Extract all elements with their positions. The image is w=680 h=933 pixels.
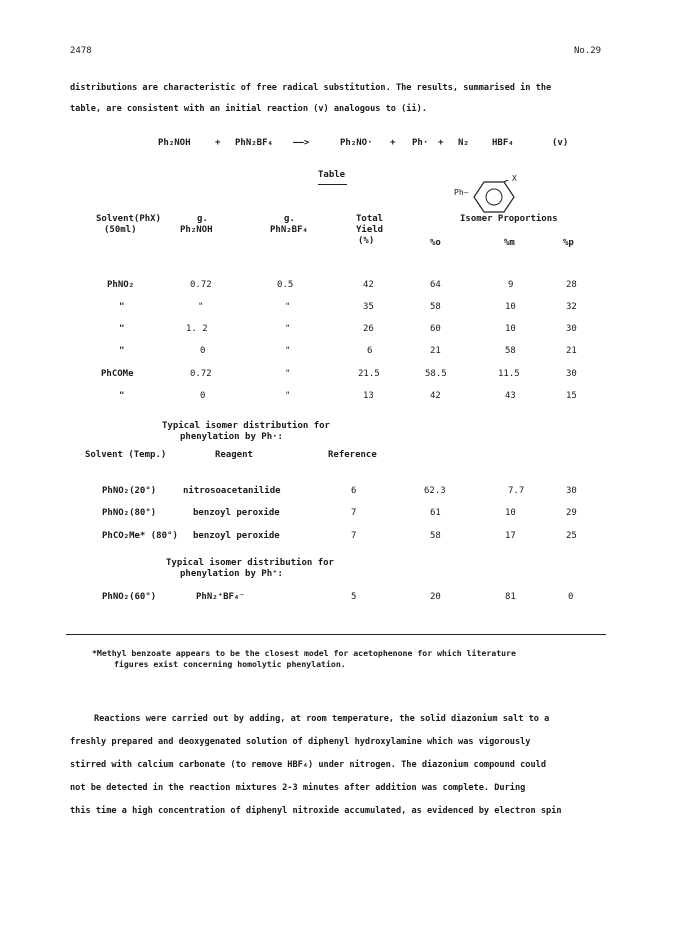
cell-yield: 42 bbox=[363, 280, 374, 290]
cell-meta: 17 bbox=[505, 531, 516, 541]
cell-solvent: PhNO₂ bbox=[107, 280, 135, 290]
cell-para: 28 bbox=[566, 280, 577, 290]
header-para: %p bbox=[563, 238, 574, 248]
footnote-line: figures exist concerning homolytic phenylation. bbox=[114, 659, 346, 669]
header-isomer-proportions: Isomer Proportions bbox=[460, 214, 558, 224]
cell-para: 32 bbox=[566, 302, 577, 312]
cell-meta: 11.5 bbox=[498, 369, 520, 379]
cell-para: 30 bbox=[566, 486, 577, 496]
cell-para: 29 bbox=[566, 508, 577, 518]
cell-yield: 35 bbox=[363, 302, 374, 312]
cell-ortho: 64 bbox=[430, 280, 441, 290]
eq-plus: + bbox=[438, 138, 444, 148]
cell-reagent: benzoyl peroxide bbox=[193, 531, 280, 541]
cell-solvent: PhNO₂(20°) bbox=[102, 486, 157, 496]
cell-meta: 43 bbox=[505, 391, 516, 401]
cell-ortho: 62.3 bbox=[424, 486, 446, 496]
cell-reference: 5 bbox=[351, 592, 357, 602]
cell-para: 30 bbox=[566, 324, 577, 334]
header-solvent: Solvent(PhX) bbox=[96, 214, 162, 224]
col-reagent: Reagent bbox=[215, 450, 253, 460]
eq-plus: + bbox=[215, 138, 221, 148]
body-line: freshly prepared and deoxygenated solution of diphenyl hydroxylamine which was vigorously bbox=[70, 737, 531, 747]
header-ortho: %o bbox=[430, 238, 441, 248]
substituted-benzene-structure bbox=[448, 174, 548, 216]
cell-meta: 9 bbox=[508, 280, 514, 290]
journal-issue: No.29 bbox=[574, 46, 602, 56]
cell-yield: 13 bbox=[363, 391, 374, 401]
cell-g2: " bbox=[285, 391, 291, 401]
typical-radical-caption: phenylation by Ph·: bbox=[180, 432, 283, 442]
cell-meta: 81 bbox=[505, 592, 516, 602]
body-line: this time a high concentration of diphenyl nitroxide accumulated, as evidenced by electron spin bbox=[70, 806, 562, 816]
header-yield: Yield bbox=[356, 225, 384, 235]
cell-meta: 10 bbox=[505, 302, 516, 312]
header-total: Total bbox=[356, 214, 384, 224]
cell-yield: 26 bbox=[363, 324, 374, 334]
cell-reagent: nitrosoacetanilide bbox=[183, 486, 281, 496]
benzene-ring-icon bbox=[472, 180, 516, 214]
cell-ortho: 58.5 bbox=[425, 369, 447, 379]
cell-meta: 7.7 bbox=[508, 486, 525, 496]
cell-meta: 10 bbox=[505, 324, 516, 334]
cell-para: 30 bbox=[566, 369, 577, 379]
cell-g1: 0.72 bbox=[190, 280, 212, 290]
cell-g1: 0 bbox=[200, 391, 206, 401]
header-hydroxylamine: Ph₂NOH bbox=[180, 225, 213, 235]
eq-product-4: HBF₄ bbox=[492, 138, 514, 148]
cell-solvent: " bbox=[119, 324, 125, 334]
cell-ortho: 60 bbox=[430, 324, 441, 334]
eq-product-3: N₂ bbox=[458, 138, 469, 148]
cell-yield: 21.5 bbox=[358, 369, 380, 379]
cell-g2: " bbox=[285, 324, 291, 334]
body-line: not be detected in the reaction mixtures 2-3 minutes after addition was complete. During bbox=[70, 783, 526, 793]
header-meta: %m bbox=[504, 238, 515, 248]
col-reference: Reference bbox=[328, 450, 377, 460]
footnote-line: *Methyl benzoate appears to be the closest model for acetophenone for which literature bbox=[92, 648, 516, 658]
cell-solvent: PhNO₂(60°) bbox=[102, 592, 157, 602]
cell-ortho: 61 bbox=[430, 508, 441, 518]
eq-product-1: Ph₂NO· bbox=[340, 138, 373, 148]
cell-g1: 1. 2 bbox=[186, 324, 208, 334]
eq-plus: + bbox=[390, 138, 396, 148]
header-grams: g. bbox=[197, 214, 208, 224]
cell-para: 0 bbox=[568, 592, 574, 602]
cell-reference: 7 bbox=[351, 531, 357, 541]
eq-arrow: ——> bbox=[293, 138, 310, 148]
cell-reagent: benzoyl peroxide bbox=[193, 508, 280, 518]
cell-g1: " bbox=[198, 302, 204, 312]
cell-ortho: 20 bbox=[430, 592, 441, 602]
header-grams: g. bbox=[284, 214, 295, 224]
cell-ortho: 42 bbox=[430, 391, 441, 401]
cell-g1: 0.72 bbox=[190, 369, 212, 379]
eq-label: (v) bbox=[552, 138, 569, 148]
cell-para: 25 bbox=[566, 531, 577, 541]
table-title-underline bbox=[318, 184, 347, 185]
eq-product-2: Ph· bbox=[412, 138, 429, 148]
cell-solvent: PhCOMe bbox=[101, 369, 134, 379]
footnote bbox=[92, 648, 516, 670]
cell-meta: 10 bbox=[505, 508, 516, 518]
intro-line: distributions are characteristic of free radical substitution. The results, summarised in the bbox=[70, 83, 552, 93]
table-title: Table bbox=[318, 170, 346, 180]
cell-ortho: 58 bbox=[430, 531, 441, 541]
cell-reagent: PhN₂⁺BF₄⁻ bbox=[196, 592, 245, 602]
eq-reactant-1: Ph₂NOH bbox=[158, 138, 191, 148]
cell-g2: " bbox=[285, 302, 291, 312]
cell-solvent: " bbox=[119, 302, 125, 312]
cell-ortho: 21 bbox=[430, 346, 441, 356]
cell-reference: 6 bbox=[351, 486, 357, 496]
cell-solvent: " bbox=[119, 391, 125, 401]
typical-cation-caption: phenylation by Ph⁺: bbox=[180, 569, 283, 579]
cell-solvent: PhCO₂Me* (80°) bbox=[102, 531, 178, 541]
cell-yield: 6 bbox=[367, 346, 373, 356]
cell-g2: " bbox=[285, 346, 291, 356]
cell-para: 15 bbox=[566, 391, 577, 401]
page-number: 2478 bbox=[70, 46, 92, 56]
header-solvent-volume: (50ml) bbox=[104, 225, 137, 235]
col-solvent-temp: Solvent (Temp.) bbox=[85, 450, 167, 460]
intro-paragraph bbox=[70, 78, 610, 120]
cell-ortho: 58 bbox=[430, 302, 441, 312]
structure-x-label: X bbox=[512, 174, 517, 183]
footnote-divider bbox=[66, 634, 606, 635]
body-line: Reactions were carried out by adding, at room temperature, the solid diazonium salt to a bbox=[94, 714, 550, 724]
cell-g2: " bbox=[285, 369, 291, 379]
intro-line: table, are consistent with an initial reaction (v) analogous to (ii). bbox=[70, 104, 427, 114]
cell-meta: 58 bbox=[505, 346, 516, 356]
typical-cation-caption: Typical isomer distribution for bbox=[166, 558, 334, 568]
body-line: stirred with calcium carbonate (to remove HBF₄) under nitrogen. The diazonium compound could bbox=[70, 760, 546, 770]
cell-solvent: PhNO₂(80°) bbox=[102, 508, 157, 518]
cell-g2: 0.5 bbox=[277, 280, 294, 290]
cell-g1: 0 bbox=[200, 346, 206, 356]
cell-para: 21 bbox=[566, 346, 577, 356]
cell-solvent: " bbox=[119, 346, 125, 356]
header-percent: (%) bbox=[358, 236, 375, 246]
cell-reference: 7 bbox=[351, 508, 357, 518]
structure-ph-label: Ph– bbox=[454, 188, 469, 197]
eq-reactant-2: PhN₂BF₄ bbox=[235, 138, 273, 148]
body-paragraph bbox=[70, 708, 610, 823]
typical-radical-caption: Typical isomer distribution for bbox=[162, 421, 330, 431]
header-diazonium: PhN₂BF₄ bbox=[270, 225, 308, 235]
